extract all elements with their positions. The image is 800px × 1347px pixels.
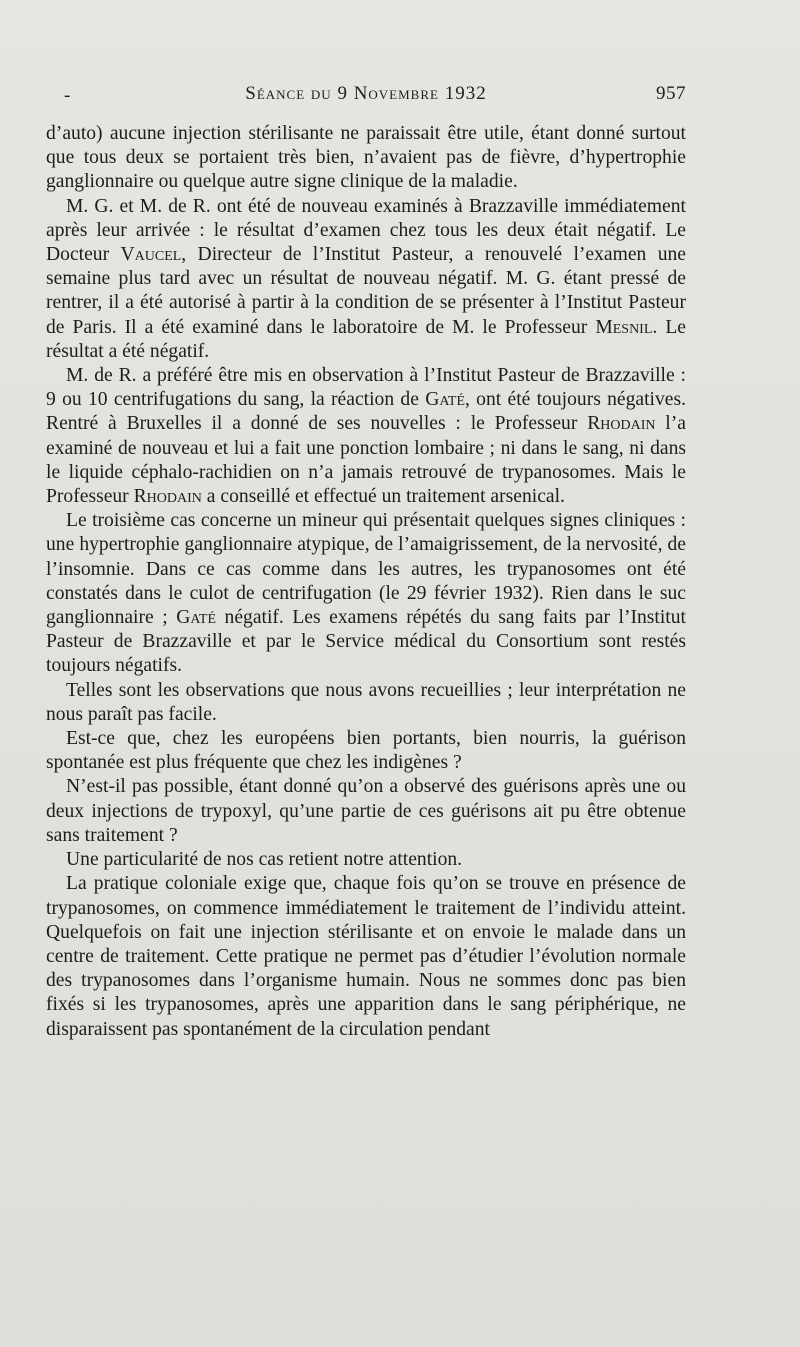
paragraph: N’est-il pas possible, étant donné qu’on a observé des guérisons après une ou deux injections de trypoxyl, qu’une partie de ces guérisons ait pu être obtenue sans traitement ? — [46, 776, 686, 846]
header-title: Séance du 9 Novembre 1932 — [245, 83, 487, 104]
paragraph: Une particularité de nos cas retient notre attention. — [66, 849, 463, 871]
running-header — [46, 83, 686, 113]
paragraph — [46, 509, 686, 678]
author-name: Gaté — [176, 607, 217, 629]
text-run: l’a examiné de nouveau et lui a fait une ponction lombaire ; ni dans le sang, ni dans le liquide céphalo-rachidien on n’a jamais retrouvé de trypanosomes. Mais le Professeur — [46, 413, 686, 508]
author-name: Vaucel — [120, 244, 182, 266]
body-text — [46, 122, 686, 1042]
text-run: a conseillé et effectué un traitement arsenical. — [201, 486, 565, 508]
header-dash: - — [64, 85, 71, 106]
text-run: négatif. Les examens répétés du sang faits par l’Institut Pasteur de Brazzaville et par le Service médical du Consortium sont restés toujours négatifs. — [46, 607, 686, 677]
text-run: Le troisième cas concerne un mineur qui présentait quelques signes cliniques : une hypertrophie ganglionnaire atypique, de l’amaigrissement, de la nervosité, de l’insomnie. Dans ce cas comme dans les autres, les trypanosomes ont été constatés dans le culot de centrifugation (le 29 février 1932). Rien dans le suc ganglionnaire ; — [46, 510, 686, 629]
author-name: Gaté — [425, 389, 465, 411]
paragraph-continuation: d’auto) aucune injection stérilisante ne paraissait être utile, étant donné surtout que tous deux se portaient très bien, n’avaient pas de fièvre, d’hypertrophie ganglionnaire ou quelque autre signe clinique de la maladie. — [46, 123, 686, 193]
text-run: M. G. et M. de R. ont été de nouveau examinés à Brazzaville immédiatement après leur arrivée : le résultat d’examen chez tous les deux était négatif. Le Docteur — [46, 195, 686, 266]
text-run: , Directeur de l’Institut Pasteur, a renouvelé l’examen une semaine plus tard avec un résultat de nouveau négatif. M. G. étant pressé de rentrer, il a été autorisé à partir à la condition de se présenter à l’Institut Pasteur de Paris. Il a été examiné dans le laboratoire de M. le Professeur — [46, 244, 686, 338]
paragraph — [46, 364, 686, 509]
paragraph: Est-ce que, chez les européens bien portants, bien nourris, la guérison spontanée est plus fréquente que chez les indigènes ? — [46, 728, 686, 774]
author-name: Mesnil — [595, 316, 653, 338]
author-name: Rhodain — [587, 413, 656, 435]
text-run: M. de R. a préféré être mis en observation à l’Institut Pasteur de Brazzaville : 9 ou 10 centrifugations du sang, la réaction de — [46, 365, 686, 411]
text-run: , ont été toujours négatives. Rentré à Bruxelles il a donné de ses nouvelles : le Professeur — [46, 389, 687, 435]
text-run: . Le résultat a été négatif. — [46, 316, 686, 362]
author-name: Rhodain — [133, 486, 202, 508]
page-number: 957 — [656, 83, 686, 104]
paragraph — [46, 195, 686, 364]
paragraph: Telles sont les observations que nous avons recueillies ; leur interprétation ne nous paraît pas facile. — [46, 679, 686, 725]
paragraph: La pratique coloniale exige que, chaque fois qu’on se trouve en présence de trypanosomes, on commence immédiatement le traitement de l’individu atteint. Quelquefois on fait une injection stérilisante et on envoie le malade dans un centre de traitement. Cette pratique ne permet pas d’étudier l’évolution normale des trypanosomes dans l’organisme humain. Nous ne sommes donc pas bien fixés si les trypanosomes, après une apparition dans le sang périphérique, ne disparaissent pas spontanément de la circulation pendant — [46, 873, 686, 1040]
